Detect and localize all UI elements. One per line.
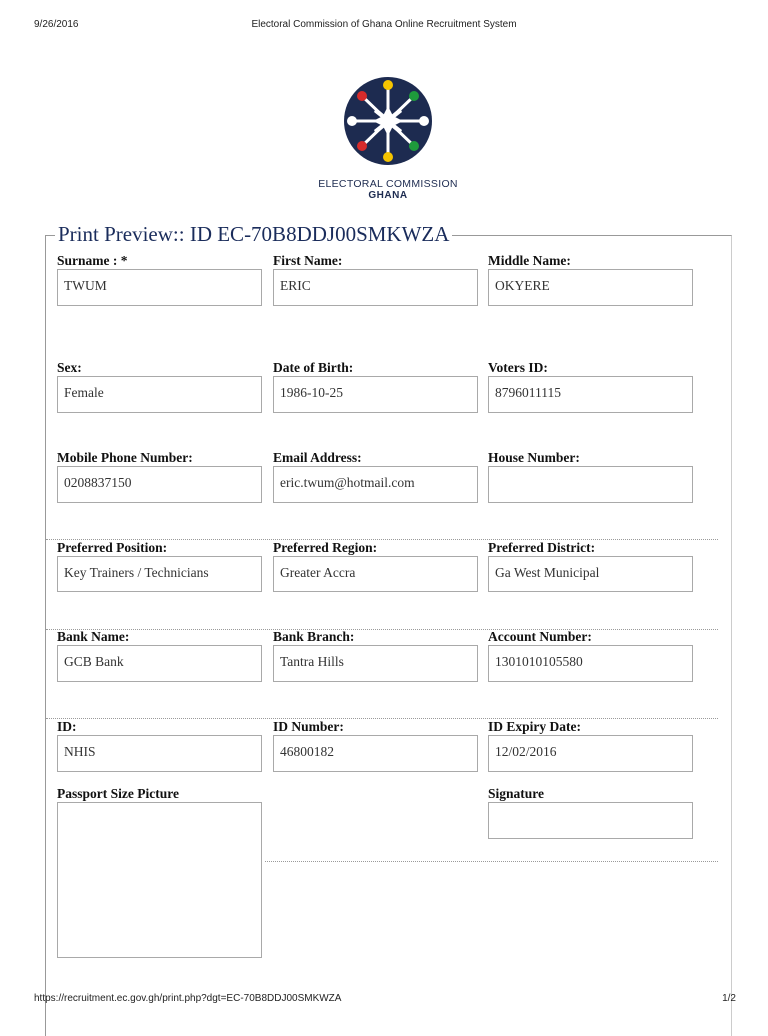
surname-field[interactable]: TWUM — [57, 269, 262, 306]
logo-organisation-name: ELECTORAL COMMISSION — [318, 178, 458, 190]
id-expiry-label: ID Expiry Date: — [488, 719, 581, 734]
first-name-label: First Name: — [273, 253, 343, 268]
section-divider — [46, 629, 718, 630]
id-type-field[interactable]: NHIS — [57, 735, 262, 772]
voters-id-label: Voters ID: — [488, 360, 548, 375]
preferred-position-field[interactable]: Key Trainers / Technicians — [57, 556, 262, 592]
preferred-district-label: Preferred District: — [488, 540, 596, 555]
electoral-commission-logo — [334, 76, 442, 166]
sex-field[interactable]: Female — [57, 376, 262, 413]
logo-country: GHANA — [368, 190, 408, 201]
account-number-field[interactable]: 1301010105580 — [488, 645, 693, 682]
house-number-label: House Number: — [488, 450, 580, 465]
signature-box[interactable] — [488, 802, 693, 839]
bank-name-label: Bank Name: — [57, 629, 130, 644]
voters-id-field[interactable]: 8796011115 — [488, 376, 693, 413]
sex-label: Sex: — [57, 360, 82, 375]
bank-name-field[interactable]: GCB Bank — [57, 645, 262, 682]
preferred-district-field[interactable]: Ga West Municipal — [488, 556, 693, 592]
bank-branch-field[interactable]: Tantra Hills — [273, 645, 478, 682]
id-expiry-field[interactable]: 12/02/2016 — [488, 735, 693, 772]
print-preview-legend: Print Preview:: ID EC-70B8DDJ00SMKWZA — [55, 222, 452, 247]
email-field[interactable]: eric.twum@hotmail.com — [273, 466, 478, 503]
id-type-label: ID: — [57, 719, 77, 734]
passport-picture-box[interactable] — [57, 802, 262, 958]
section-divider — [265, 861, 718, 862]
mobile-phone-label: Mobile Phone Number: — [57, 450, 193, 465]
mobile-phone-field[interactable]: 0208837150 — [57, 466, 262, 503]
id-number-label: ID Number: — [273, 719, 344, 734]
passport-picture-label: Passport Size Picture — [57, 786, 179, 801]
preferred-position-label: Preferred Position: — [57, 540, 168, 555]
preferred-region-label: Preferred Region: — [273, 540, 378, 555]
preferred-region-field[interactable]: Greater Accra — [273, 556, 478, 592]
footer-url: https://recruitment.ec.gov.gh/print.php?dgt=EC-70B8DDJ00SMKWZA — [34, 993, 342, 1004]
bank-branch-label: Bank Branch: — [273, 629, 355, 644]
page-number: 1/2 — [722, 993, 736, 1004]
print-date: 9/26/2016 — [34, 19, 79, 30]
date-of-birth-label: Date of Birth: — [273, 360, 354, 375]
signature-label: Signature — [488, 786, 545, 801]
first-name-field[interactable]: ERIC — [273, 269, 478, 306]
account-number-label: Account Number: — [488, 629, 592, 644]
house-number-field[interactable] — [488, 466, 693, 503]
surname-label: Surname : * — [57, 253, 128, 268]
email-label: Email Address: — [273, 450, 362, 465]
id-number-field[interactable]: 46800182 — [273, 735, 478, 772]
date-of-birth-field[interactable]: 1986-10-25 — [273, 376, 478, 413]
section-divider — [46, 718, 718, 719]
middle-name-field[interactable]: OKYERE — [488, 269, 693, 306]
middle-name-label: Middle Name: — [488, 253, 571, 268]
page-header-title: Electoral Commission of Ghana Online Recruitment System — [251, 19, 517, 30]
